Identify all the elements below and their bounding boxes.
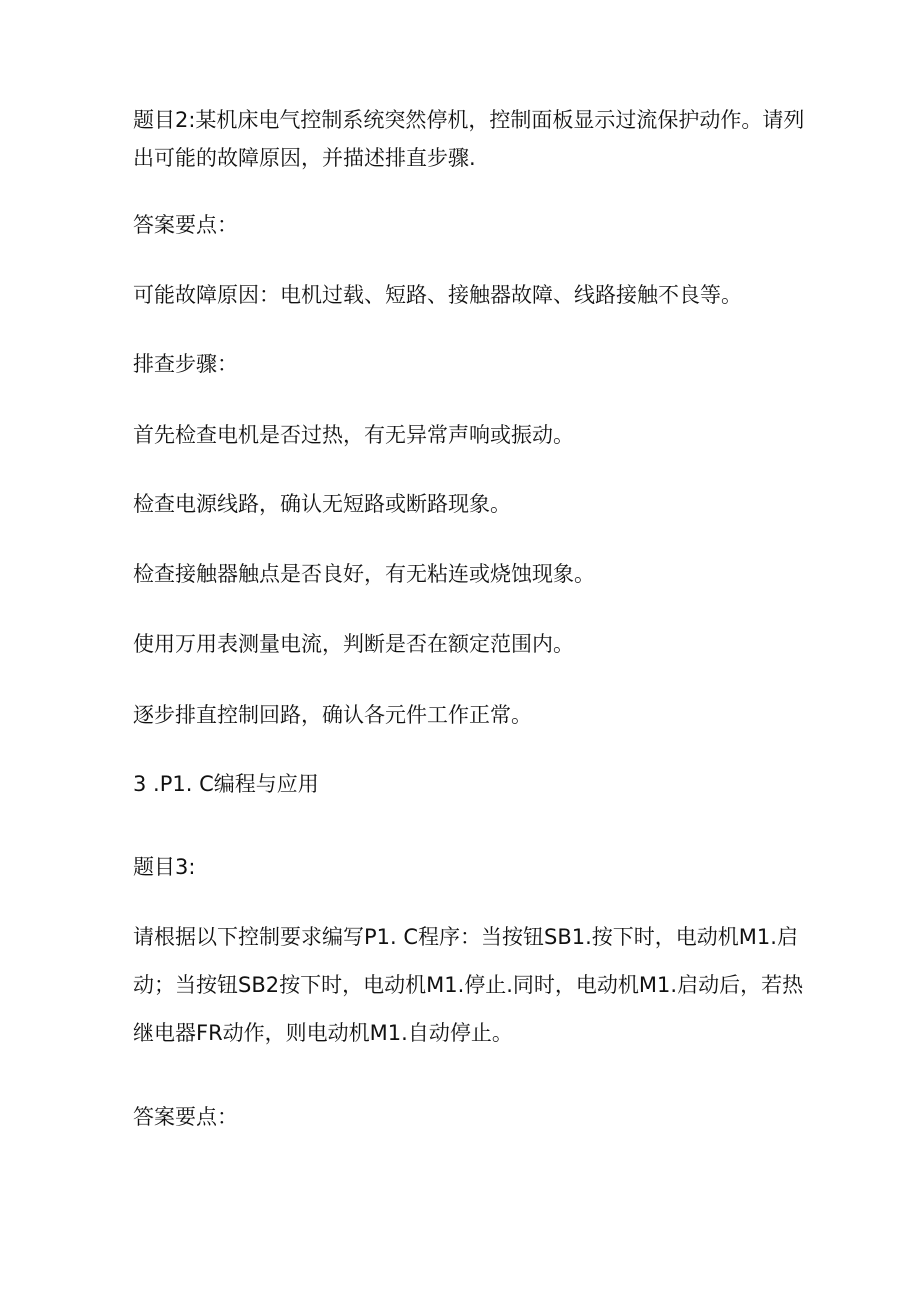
step-3: 检查接触器触点是否良好，有无粘连或烧蚀现象。 [133, 562, 595, 586]
step-4: 使用万用表测量电流，判断是否在额定范围内。 [133, 632, 574, 656]
possible-causes: 可能故障原因：电机过载、短路、接触器故障、线路接触不良等。 [133, 283, 742, 307]
section-3-heading: 3 .P1. C编程与应用 [133, 772, 319, 796]
question-2-line-1: 题目2:某机床电气控制系统突然停机，控制面板显示过流保护动作。请列 [133, 108, 805, 132]
answer-points-heading-2: 答案要点： [133, 1105, 238, 1129]
question-3-line-2: 动；当按钮SB2按下时，电动机M1.停止.同时，电动机M1.启动后，若热 [133, 973, 804, 997]
question-3-heading: 题目3: [133, 855, 196, 879]
step-5: 逐步排直控制回路，确认各元件工作正常。 [133, 703, 532, 727]
step-2: 检查电源线路，确认无短路或断路现象。 [133, 492, 511, 516]
answer-points-heading: 答案要点： [133, 213, 238, 237]
question-3-line-3: 继电器FR动作，则电动机M1.自动停止。 [133, 1021, 513, 1045]
step-1: 首先检查电机是否过热，有无异常声响或振动。 [133, 423, 574, 447]
question-2-line-2: 出可能的故障原因，并描述排直步骤. [133, 146, 476, 170]
troubleshooting-steps-heading: 排查步骤： [133, 352, 238, 376]
question-3-line-1: 请根据以下控制要求编写P1. C程序：当按钮SB1.按下时，电动机M1.启 [133, 925, 798, 949]
